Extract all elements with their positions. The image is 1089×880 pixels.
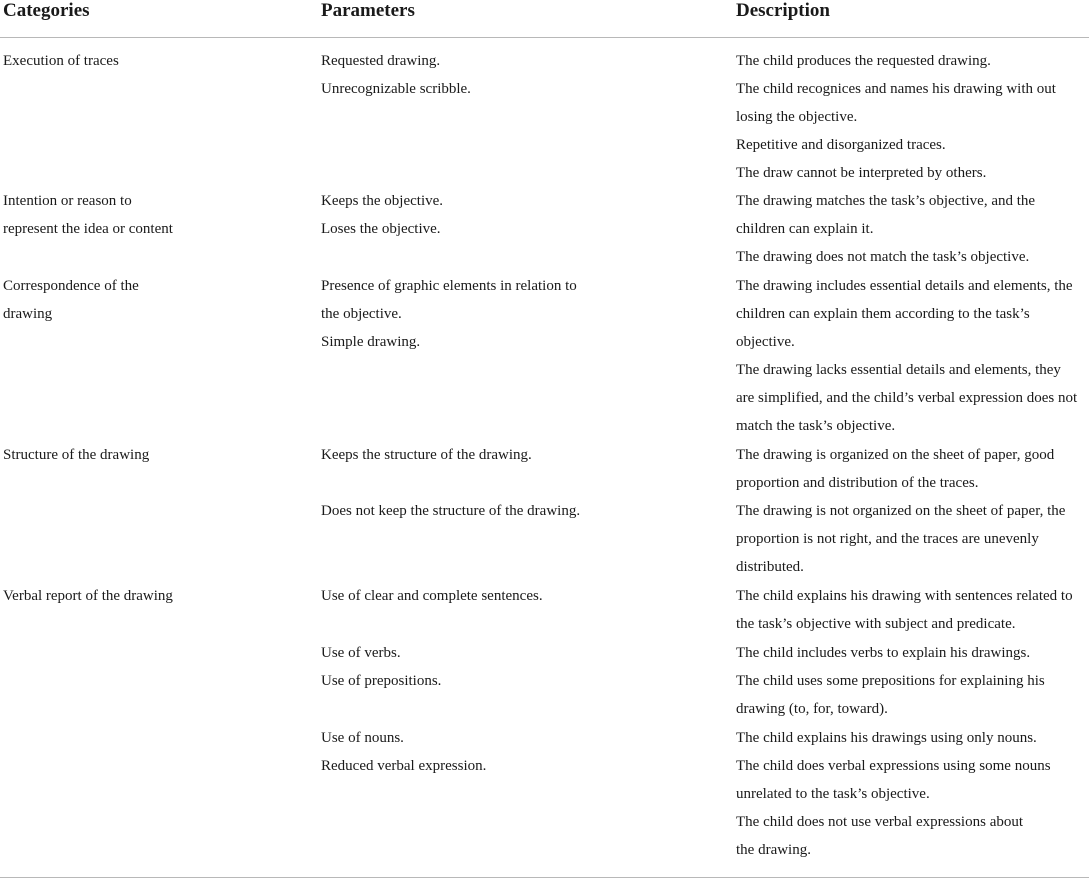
description-line: The drawing includes essential details and elements, the	[736, 278, 1073, 294]
description-line: the task’s objective with subject and predicate.	[736, 616, 1016, 632]
description-line: The child recognices and names his drawing with out	[736, 81, 1056, 97]
description-line: The child does not use verbal expressions about	[736, 814, 1024, 830]
description-line: drawing (to, for, toward).	[736, 701, 888, 717]
description-line: The draw cannot be interpreted by others.	[736, 165, 987, 181]
table-bottom-rule	[0, 877, 1089, 878]
description-line: The child does verbal expressions using some nouns	[736, 758, 1051, 774]
parameter-line: Requested drawing.	[321, 53, 441, 69]
description-line: unrelated to the task’s objective.	[736, 786, 930, 802]
parameter-line: Keeps the structure of the drawing.	[321, 447, 532, 463]
parameter-line: Use of nouns.	[321, 730, 404, 746]
description-line: The drawing is organized on the sheet of paper, good	[736, 447, 1055, 463]
category-line: Structure of the drawing	[3, 447, 150, 463]
parameter-line: Presence of graphic elements in relation to	[321, 278, 577, 294]
description-line: The drawing is not organized on the sheet of paper, the	[736, 503, 1066, 519]
description-line: proportion and distribution of the traces.	[736, 475, 979, 491]
description-line: The child includes verbs to explain his drawings.	[736, 645, 1031, 661]
parameter-line: Simple drawing.	[321, 334, 421, 350]
header-description: Description	[736, 0, 830, 21]
category-line: represent the idea or content	[3, 221, 173, 237]
category-line: drawing	[3, 306, 53, 322]
header-rule	[0, 37, 1089, 38]
description-line: the drawing.	[736, 842, 811, 858]
category-line: Verbal report of the drawing	[3, 588, 173, 604]
category-line: Intention or reason to	[3, 193, 132, 209]
description-line: distributed.	[736, 559, 804, 575]
parameter-line: the objective.	[321, 306, 402, 322]
parameter-line: Loses the objective.	[321, 221, 441, 237]
parameter-line: Reduced verbal expression.	[321, 758, 487, 774]
description-line: match the task’s objective.	[736, 418, 896, 434]
parameter-line: Use of prepositions.	[321, 673, 442, 689]
description-line: The drawing matches the task’s objective, and the	[736, 193, 1036, 209]
description-line: The child uses some prepositions for explaining his	[736, 673, 1045, 689]
description-line: children can explain it.	[736, 221, 874, 237]
category-line: Execution of traces	[3, 53, 119, 69]
description-line: proportion is not right, and the traces are unevenly	[736, 531, 1039, 547]
description-line: children can explain them according to the task’s	[736, 306, 1030, 322]
parameter-line: Use of clear and complete sentences.	[321, 588, 543, 604]
description-line: The child produces the requested drawing.	[736, 53, 991, 69]
header-parameters: Parameters	[321, 0, 415, 21]
parameter-line: Unrecognizable scribble.	[321, 81, 471, 97]
header-categories: Categories	[3, 0, 90, 21]
description-line: Repetitive and disorganized traces.	[736, 137, 946, 153]
parameter-line: Use of verbs.	[321, 645, 401, 661]
parameter-line: Keeps the objective.	[321, 193, 444, 209]
description-line: The child explains his drawings using only nouns.	[736, 730, 1037, 746]
parameter-line: Does not keep the structure of the drawing.	[321, 503, 581, 519]
description-line: The drawing does not match the task’s objective.	[736, 249, 1030, 265]
description-line: The drawing lacks essential details and elements, they	[736, 362, 1061, 378]
description-line: are simplified, and the child’s verbal expression does not	[736, 390, 1078, 406]
description-line: losing the objective.	[736, 109, 858, 125]
description-line: The child explains his drawing with sentences related to	[736, 588, 1073, 604]
category-line: Correspondence of the	[3, 278, 139, 294]
description-line: objective.	[736, 334, 795, 350]
